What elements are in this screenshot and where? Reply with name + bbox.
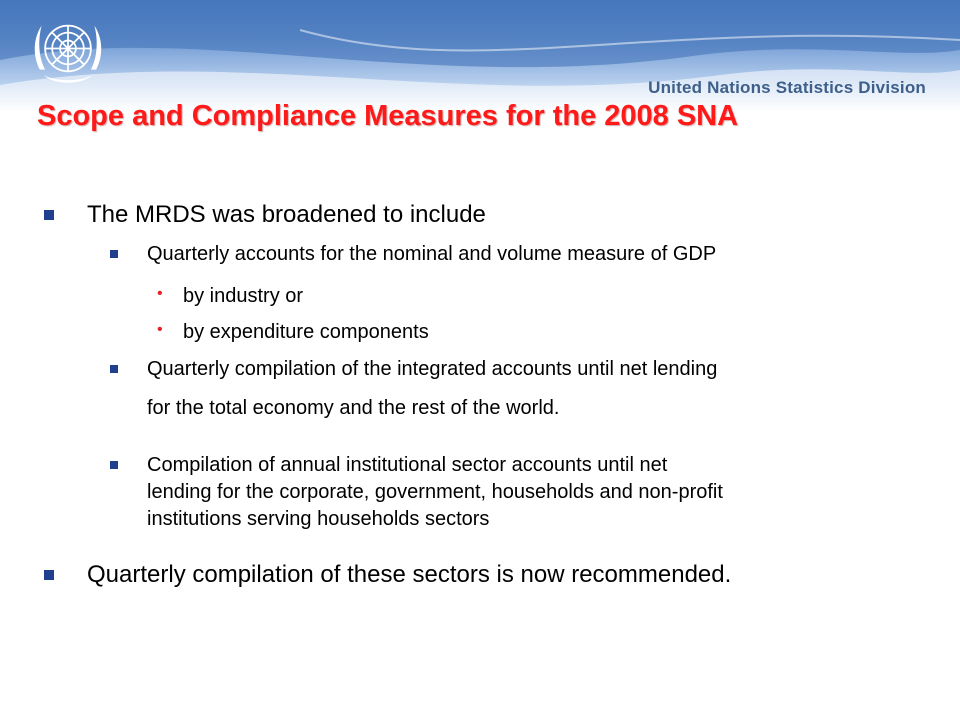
bullet-annual-institutional [147,452,723,533]
square-bullet-icon [44,210,54,220]
slide-title: Scope and Compliance Measures for the 2008 SNA [37,100,739,132]
square-bullet-icon [110,461,118,469]
dot-bullet-icon: • [157,285,163,302]
square-bullet-icon [44,570,54,580]
bullet-by-industry: by industry or [183,285,304,307]
square-bullet-icon [110,250,118,258]
un-emblem-icon [24,8,112,96]
bullet-quarterly-compilation-line2: for the total economy and the rest of the world. [147,397,560,419]
dot-bullet-icon: • [157,321,163,338]
bullet-quarterly-compilation-line1: Quarterly compilation of the integrated accounts until net lending [147,358,718,380]
bullet-quarterly-now-recommended: Quarterly compilation of these sectors is now recommended. [87,561,732,588]
bullet-annual-institutional-line3: institutions serving households sectors [147,508,490,530]
square-bullet-icon [110,365,118,373]
bullet-mrds-broadened: The MRDS was broadened to include [87,201,486,228]
bullet-annual-institutional-line1: Compilation of annual institutional sector accounts until net [147,454,668,476]
division-label: United Nations Statistics Division [648,78,926,97]
header-band [0,0,960,112]
bullet-by-expenditure: by expenditure components [183,321,429,343]
bullet-annual-institutional-line2: lending for the corporate, government, households and non-profit [147,481,723,503]
bullet-quarterly-accounts: Quarterly accounts for the nominal and volume measure of GDP [147,243,717,265]
